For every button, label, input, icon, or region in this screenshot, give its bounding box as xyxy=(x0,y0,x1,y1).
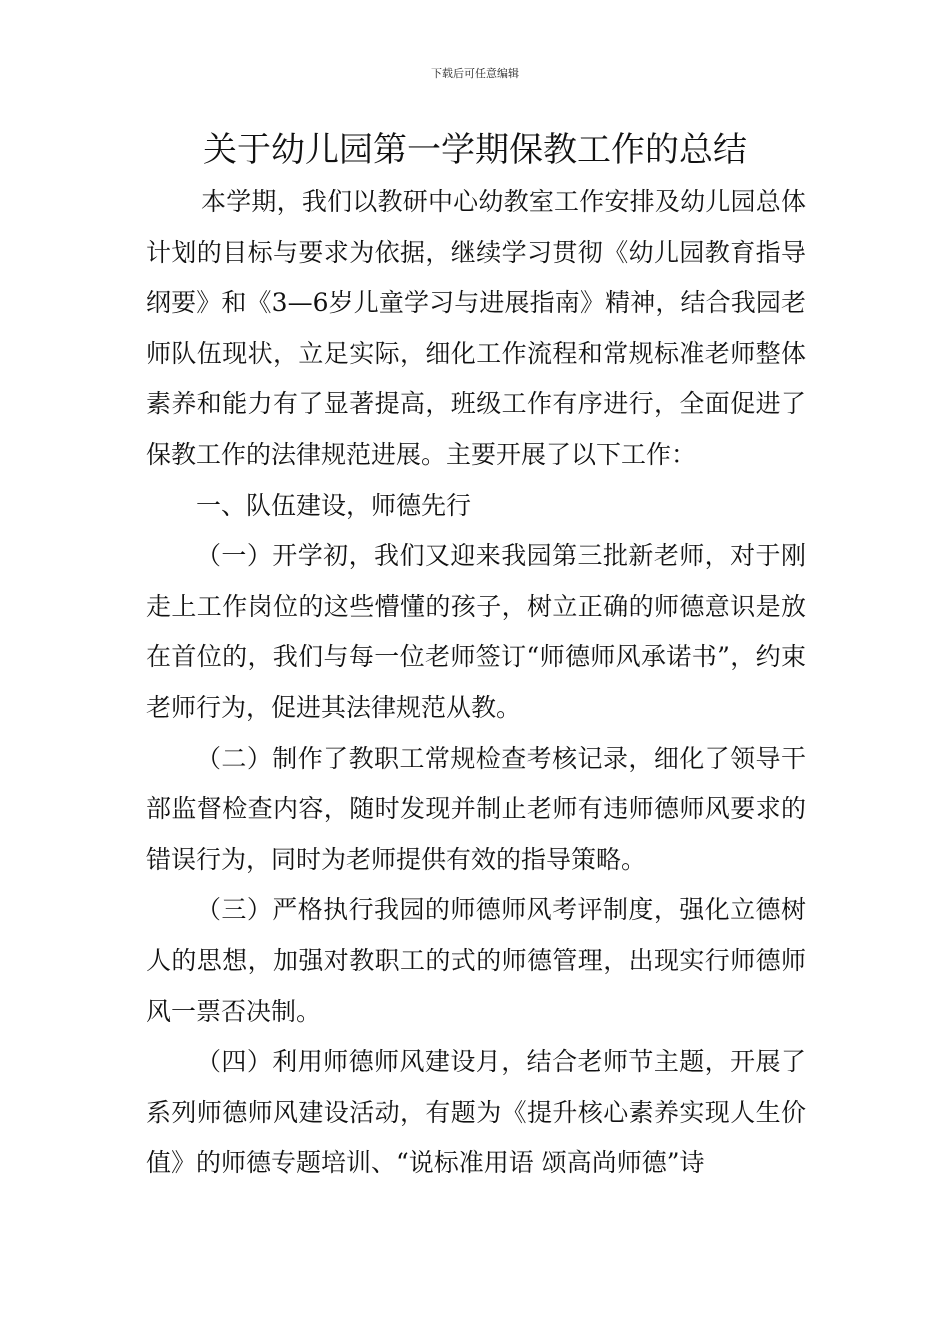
header-note: 下载后可任意编辑 xyxy=(431,67,519,80)
document-body xyxy=(146,177,806,1189)
paragraph-item-4: （四）利用师德师风建设月，结合老师节主题，开展了系列师德师风建设活动，有题为《提升核心素养实现人生价值》的师德专题培训、“说标准用语 颂高尚师德”诗 xyxy=(146,1047,806,1178)
paragraph-item-1: （一）开学初，我们又迎来我园第三批新老师，对于刚走上工作岗位的这些懵懂的孩子，树立正确的师德意识是放在首位的，我们与每一位老师签订“师德师风承诺书”，约束老师行为，促进其法律规范从教。 xyxy=(146,541,806,722)
paragraph-item-3: （三）严格执行我园的师德师风考评制度，强化立德树人的思想，加强对教职工的式的师德管理，出现实行师德师风一票否决制。 xyxy=(146,895,806,1026)
document-title: 关于幼儿园第一学期保教工作的总结 xyxy=(203,130,747,170)
paragraph-item-2: （二）制作了教职工常规检查考核记录，细化了领导干部监督检查内容，随时发现并制止老师有违师德师风要求的错误行为，同时为老师提供有效的指导策略。 xyxy=(146,743,806,874)
section-heading-1: 一、队伍建设，师德先行 xyxy=(196,490,472,520)
paragraph-intro: 本学期，我们以教研中心幼教室工作安排及幼儿园总体计划的目标与要求为依据，继续学习贯彻《幼儿园教育指导纲要》和《3—6岁儿童学习与进展指南》精神，结合我园老师队伍现状，立足实际，细化工作流程和常规标准老师整体素养和能力有了显著提高，班级工作有序进行，全面促进了保教工作的法律规范进展。主要开展了以下工作： xyxy=(146,187,806,469)
